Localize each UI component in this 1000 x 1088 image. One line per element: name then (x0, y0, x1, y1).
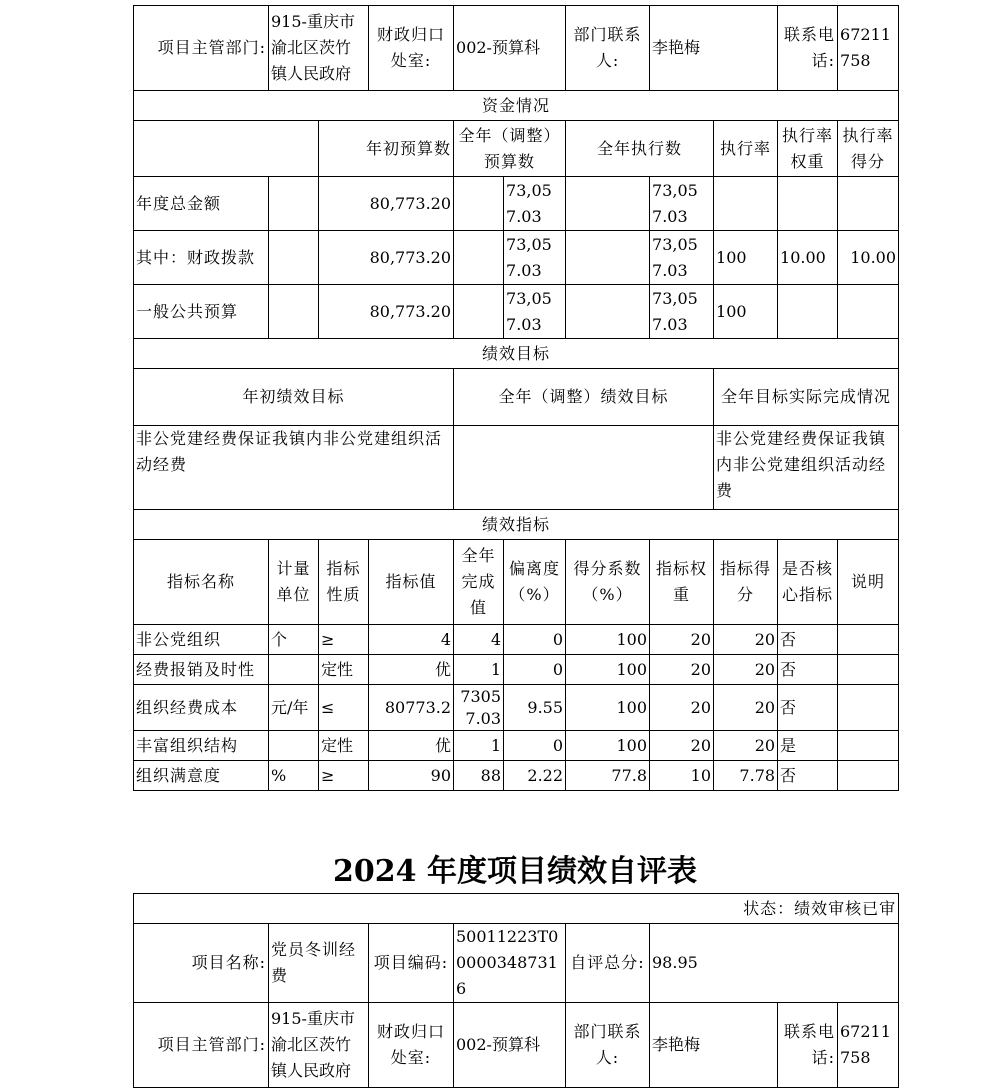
funds-row-name: 其中：财政拨款 (134, 231, 269, 285)
ind-completed: 88 (454, 761, 504, 791)
blank-cell (566, 231, 650, 285)
project-name-value: 党员冬训经费 (269, 924, 369, 1003)
dept-label: 项目主管部门: (134, 1003, 269, 1088)
funds-row-weight: 10.00 (778, 231, 838, 285)
funds-section-title: 资金情况 (134, 91, 899, 121)
ind-name: 非公党组织 (134, 625, 269, 655)
funds-row-name: 年度总金额 (134, 177, 269, 231)
funds-header-adjusted: 全年（调整）预算数 (454, 121, 566, 177)
ind-value: 优 (369, 655, 454, 685)
ind-note (838, 625, 899, 655)
blank-cell (454, 231, 504, 285)
dept-value: 915-重庆市渝北区茨竹镇人民政府 (269, 1003, 369, 1088)
ind-nature: 定性 (319, 655, 369, 685)
funds-row-adjusted: 73,057.03 (504, 177, 566, 231)
ind-unit: % (269, 761, 319, 791)
ind-completed: 4 (454, 625, 504, 655)
ind-deviation: 9.55 (504, 685, 566, 731)
blank-cell (269, 285, 319, 339)
project-code-value: 50011223T000003487316 (454, 924, 566, 1003)
goals-initial-text: 非公党建经费保证我镇内非公党建组织活动经费 (134, 426, 454, 510)
funds-row-score (838, 177, 899, 231)
ind-coef: 100 (566, 655, 650, 685)
ind-core: 否 (778, 761, 838, 791)
status-text: 状态：绩效审核已审 (134, 894, 899, 924)
ind-header-coef: 得分系数（%） (566, 540, 650, 625)
ind-unit: 元/年 (269, 685, 319, 731)
blank-cell (454, 285, 504, 339)
blank-cell (566, 177, 650, 231)
goals-header-actual: 全年目标实际完成情况 (714, 369, 899, 426)
ind-deviation: 0 (504, 731, 566, 761)
ind-score: 7.78 (714, 761, 778, 791)
phone-label: 联系电话: (778, 6, 838, 91)
indicator-row (134, 625, 899, 655)
dept-value: 915-重庆市渝北区茨竹镇人民政府 (269, 6, 369, 91)
ind-score: 20 (714, 731, 778, 761)
ind-score: 20 (714, 625, 778, 655)
ind-header-weight: 指标权重 (650, 540, 714, 625)
funds-row-name: 一般公共预算 (134, 285, 269, 339)
funds-row-weight (778, 177, 838, 231)
ind-value: 优 (369, 731, 454, 761)
ind-value: 90 (369, 761, 454, 791)
goals-section-title: 绩效目标 (134, 339, 899, 369)
goals-header-row (134, 369, 899, 426)
ind-header-score: 指标得分 (714, 540, 778, 625)
ind-header-core: 是否核心指标 (778, 540, 838, 625)
funds-header-score: 执行率得分 (838, 121, 899, 177)
ind-header-deviation: 偏离度（%） (504, 540, 566, 625)
funds-header-initial: 年初预算数 (319, 121, 454, 177)
ind-deviation: 0 (504, 625, 566, 655)
self-score-value: 98.95 (650, 924, 899, 1003)
dept-info-row (134, 6, 899, 91)
phone-value: 67211758 (838, 1003, 899, 1088)
ind-weight: 20 (650, 655, 714, 685)
ind-unit: 个 (269, 625, 319, 655)
office-value: 002-预算科 (454, 6, 566, 91)
ind-weight: 20 (650, 731, 714, 761)
funds-row-rate: 100 (714, 231, 778, 285)
ind-header-unit: 计量单位 (269, 540, 319, 625)
funds-row-initial: 80,773.20 (319, 177, 454, 231)
goals-content-row (134, 426, 899, 510)
funds-header-blank (134, 121, 319, 177)
ind-name: 经费报销及时性 (134, 655, 269, 685)
ind-header-nature: 指标性质 (319, 540, 369, 625)
contact-label: 部门联系人: (566, 1003, 650, 1088)
office-label: 财政归口处室: (369, 1003, 454, 1088)
ind-header-note: 说明 (838, 540, 899, 625)
ind-value: 4 (369, 625, 454, 655)
form-title: 2024 年度项目绩效自评表 (333, 854, 697, 889)
indicator-row (134, 731, 899, 761)
contact-value: 李艳梅 (650, 6, 778, 91)
ind-unit (269, 731, 319, 761)
ind-nature: 定性 (319, 731, 369, 761)
funds-header-rate: 执行率 (714, 121, 778, 177)
funds-row-initial: 80,773.20 (319, 231, 454, 285)
indicators-header-row (134, 540, 899, 625)
funds-row-adjusted: 73,057.03 (504, 231, 566, 285)
ind-note (838, 761, 899, 791)
contact-label: 部门联系人: (566, 6, 650, 91)
performance-table (133, 5, 899, 791)
ind-name: 丰富组织结构 (134, 731, 269, 761)
funds-header-executed: 全年执行数 (566, 121, 714, 177)
ind-nature: ≥ (319, 761, 369, 791)
dept-label: 项目主管部门: (134, 6, 269, 91)
ind-coef: 77.8 (566, 761, 650, 791)
funds-row-initial: 80,773.20 (319, 285, 454, 339)
phone-value: 67211758 (838, 6, 899, 91)
ind-header-value: 指标值 (369, 540, 454, 625)
indicator-row (134, 655, 899, 685)
ind-name: 组织经费成本 (134, 685, 269, 731)
indicator-row (134, 761, 899, 791)
goals-header-adjusted: 全年（调整）绩效目标 (454, 369, 714, 426)
ind-name: 组织满意度 (134, 761, 269, 791)
indicators-section-title: 绩效指标 (134, 510, 899, 540)
ind-coef: 100 (566, 731, 650, 761)
project-code-label: 项目编码: (369, 924, 454, 1003)
funds-row-executed: 73,057.03 (650, 231, 714, 285)
blank-cell (566, 285, 650, 339)
ind-completed: 1 (454, 655, 504, 685)
ind-note (838, 731, 899, 761)
funds-row (134, 231, 899, 285)
ind-unit (269, 655, 319, 685)
indicator-row (134, 685, 899, 731)
funds-row (134, 285, 899, 339)
ind-note (838, 685, 899, 731)
ind-nature: ≤ (319, 685, 369, 731)
ind-header-name: 指标名称 (134, 540, 269, 625)
self-score-label: 自评总分: (566, 924, 650, 1003)
funds-row-rate (714, 177, 778, 231)
ind-weight: 20 (650, 685, 714, 731)
ind-weight: 10 (650, 761, 714, 791)
second-performance-table (133, 893, 899, 1088)
goals-actual-text: 非公党建经费保证我镇内非公党建组织活动经费 (714, 426, 899, 510)
blank-cell (269, 177, 319, 231)
funds-row-rate: 100 (714, 285, 778, 339)
funds-row-adjusted: 73,057.03 (504, 285, 566, 339)
project-info-row (134, 924, 899, 1003)
funds-row (134, 177, 899, 231)
ind-coef: 100 (566, 625, 650, 655)
ind-score: 20 (714, 655, 778, 685)
goals-adjusted-text (454, 426, 714, 510)
ind-weight: 20 (650, 625, 714, 655)
ind-completed: 73057.03 (454, 685, 504, 731)
ind-core: 是 (778, 731, 838, 761)
office-label: 财政归口处室: (369, 6, 454, 91)
funds-header-weight: 执行率权重 (778, 121, 838, 177)
funds-header-row (134, 121, 899, 177)
ind-value: 80773.2 (369, 685, 454, 731)
funds-row-score (838, 285, 899, 339)
ind-core: 否 (778, 655, 838, 685)
dept-info-row (134, 1003, 899, 1088)
office-value: 002-预算科 (454, 1003, 566, 1088)
ind-core: 否 (778, 685, 838, 731)
project-name-label: 项目名称: (134, 924, 269, 1003)
ind-score: 20 (714, 685, 778, 731)
blank-cell (454, 177, 504, 231)
ind-nature: ≥ (319, 625, 369, 655)
ind-coef: 100 (566, 685, 650, 731)
funds-row-executed: 73,057.03 (650, 177, 714, 231)
blank-cell (269, 231, 319, 285)
ind-header-completed: 全年完成值 (454, 540, 504, 625)
ind-completed: 1 (454, 731, 504, 761)
phone-label: 联系电话: (778, 1003, 838, 1088)
ind-core: 否 (778, 625, 838, 655)
funds-row-score: 10.00 (838, 231, 899, 285)
funds-row-executed: 73,057.03 (650, 285, 714, 339)
ind-deviation: 2.22 (504, 761, 566, 791)
goals-header-initial: 年初绩效目标 (134, 369, 454, 426)
funds-row-weight (778, 285, 838, 339)
contact-value: 李艳梅 (650, 1003, 778, 1088)
ind-deviation: 0 (504, 655, 566, 685)
ind-note (838, 655, 899, 685)
